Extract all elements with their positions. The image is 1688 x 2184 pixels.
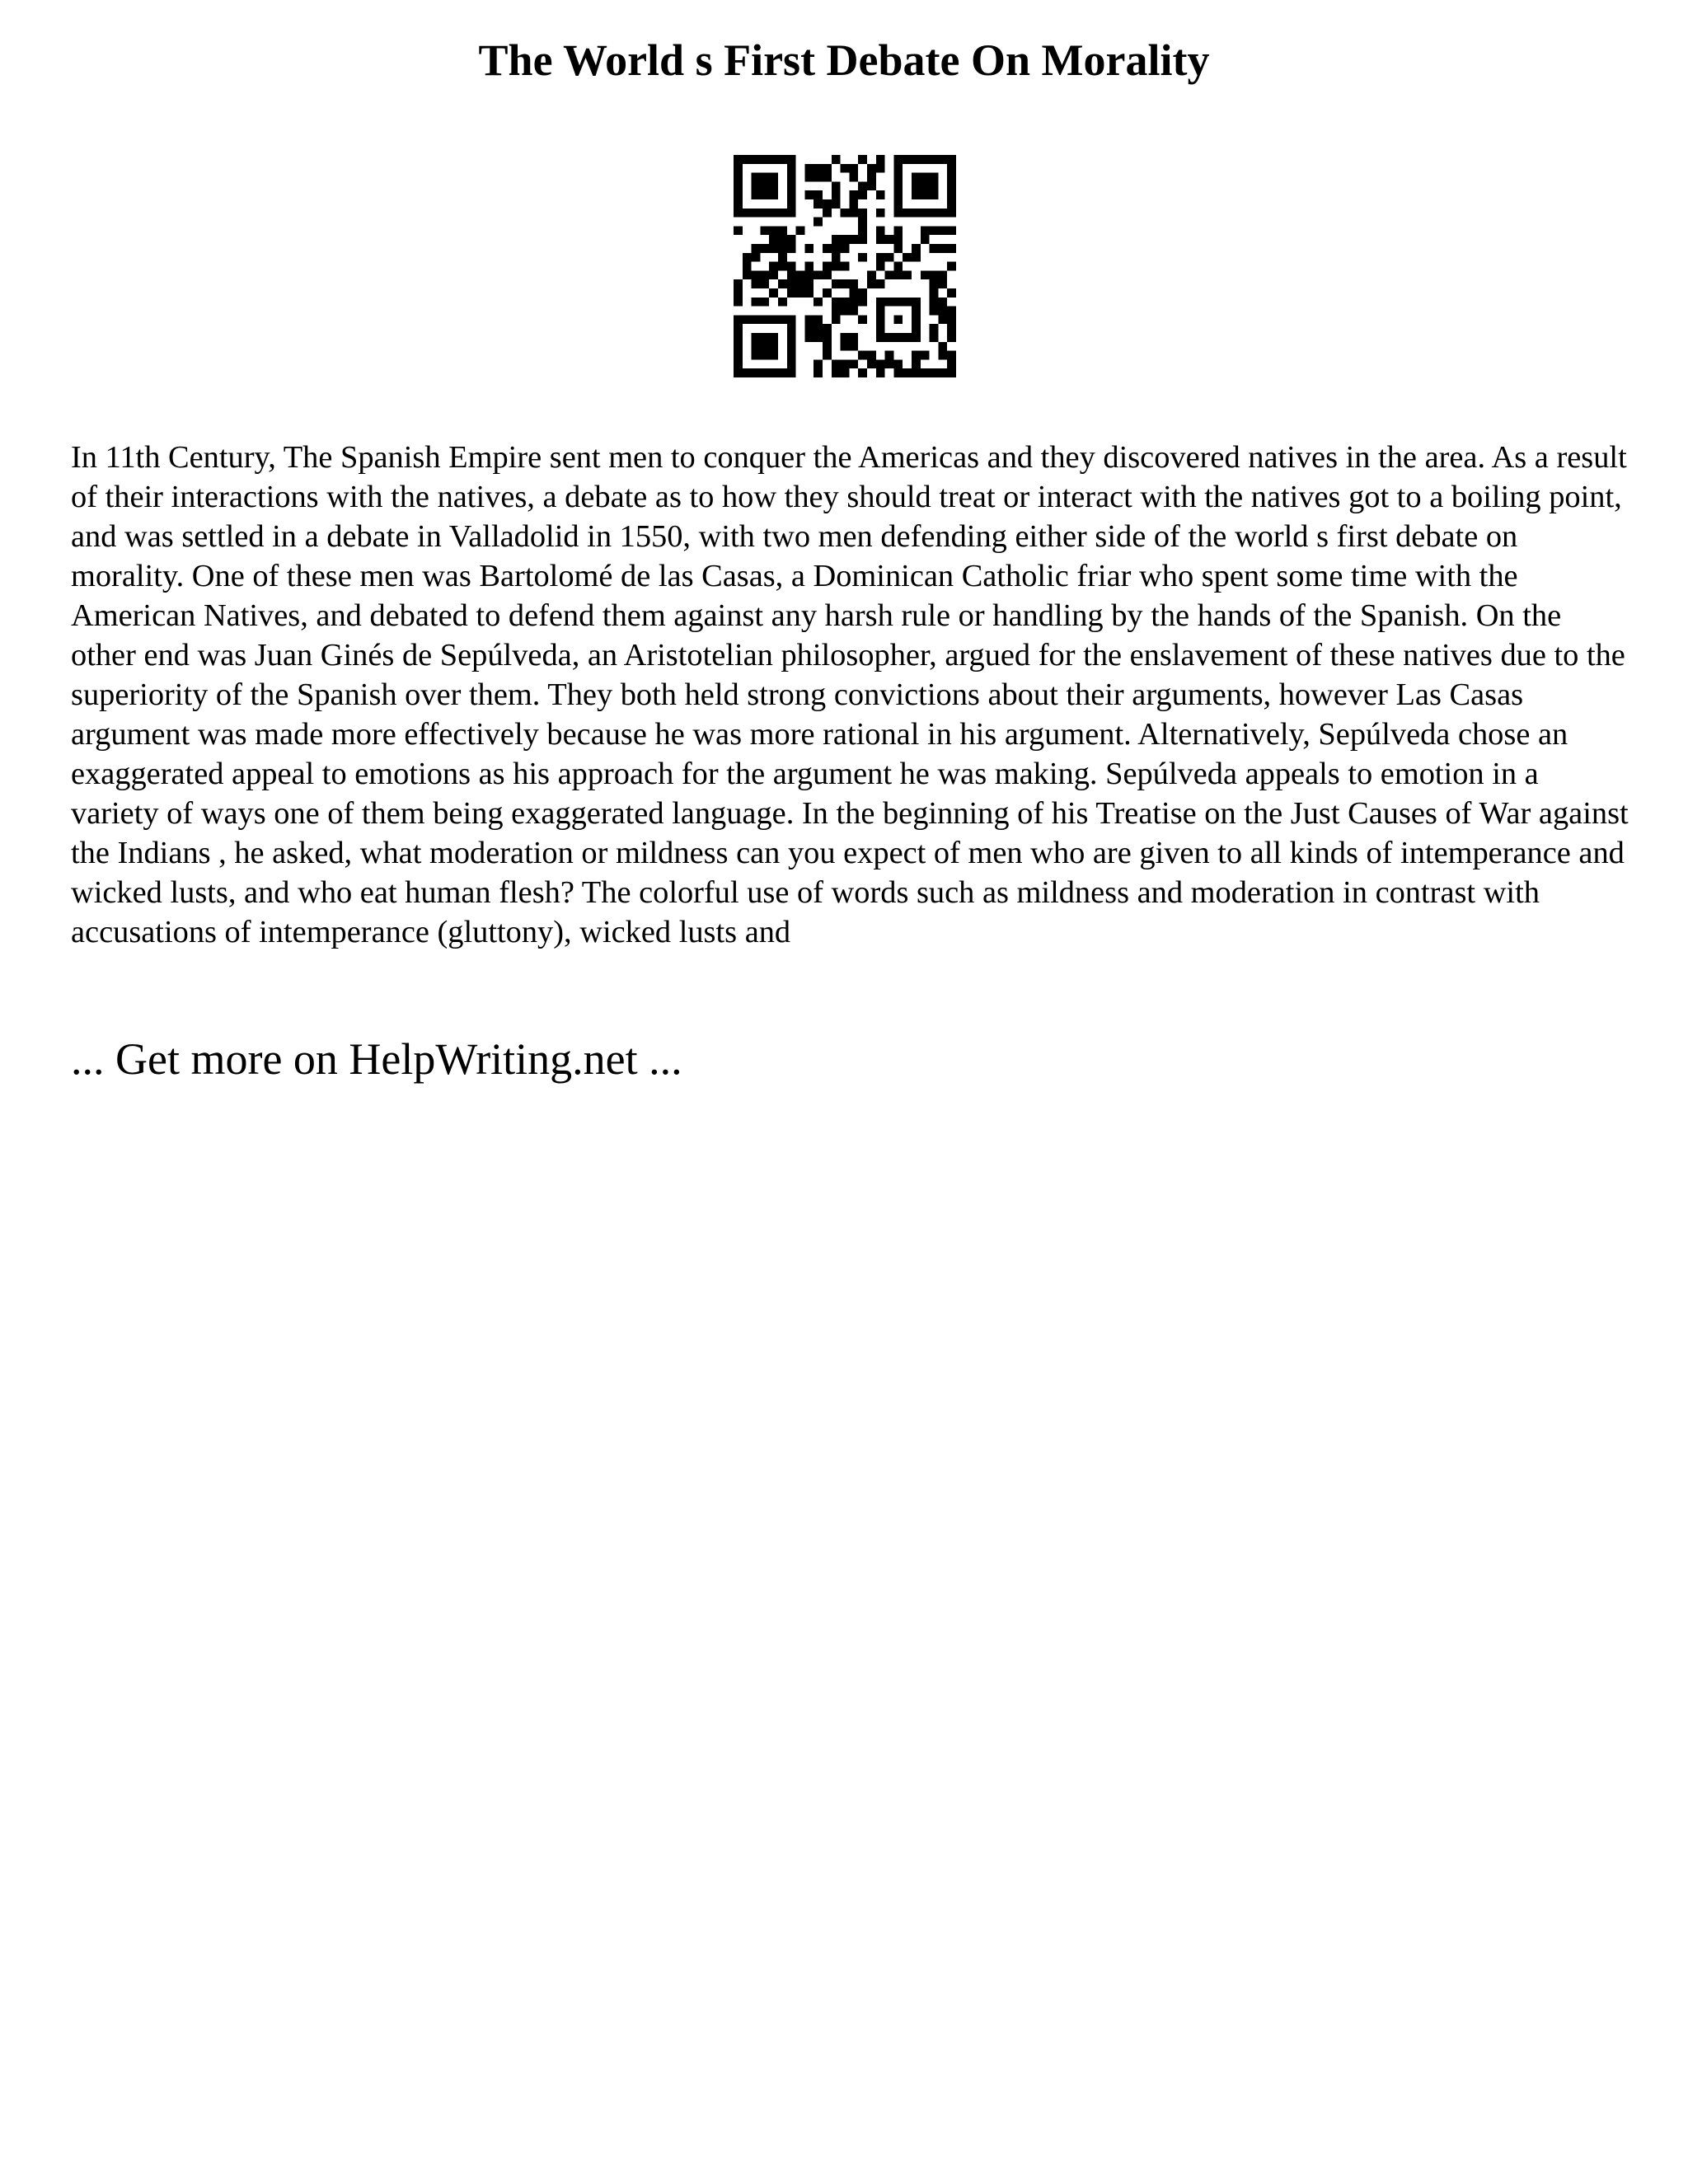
get-more-link[interactable]: ... Get more on HelpWriting.net ... — [71, 1034, 682, 1084]
body-paragraph: In 11th Century, The Spanish Empire sent men to conquer the Americas and they discovered natives in the area. As a result of their interactions with the natives, a debate as to how they should treat or interact with the natives got to a boiling point, and was settled in a debate in Valladolid in 1550, with two men defending either side of the world s first debate on morality. One of these men was Bartolomé de las Casas, a Dominican Catholic friar who spent some time with the American Natives, and debated to defend them against any harsh rule or handling by the hands of the Spanish. On the other end was Juan Ginés de Sepúlveda, an Aristotelian philosopher, argued for the enslavement of these natives due to the superiority of the Spanish over them. They both held strong convictions about their arguments, however Las Casas argument was made more effectively because he was more rational in his argument. Alternatively, Sepúlveda chose an exaggerated appeal to emotions as his approach for the argument he was making. Sepúlveda appeals to emotion in a variety of ways one of them being exaggerated language. In the beginning of his Treatise on the Just Causes of War against the Indians , he asked, what moderation or mildness can you expect of men who are given to all kinds of intemperance and wicked lusts, and who eat human flesh? The colorful use of words such as mildness and moderation in contrast with accusations of intemperance (gluttony), wicked lusts and — [71, 440, 1629, 949]
qr-code-image — [734, 155, 956, 377]
page-title: The World s First Debate On Morality — [478, 35, 1210, 85]
qr-code-icon — [734, 155, 956, 377]
